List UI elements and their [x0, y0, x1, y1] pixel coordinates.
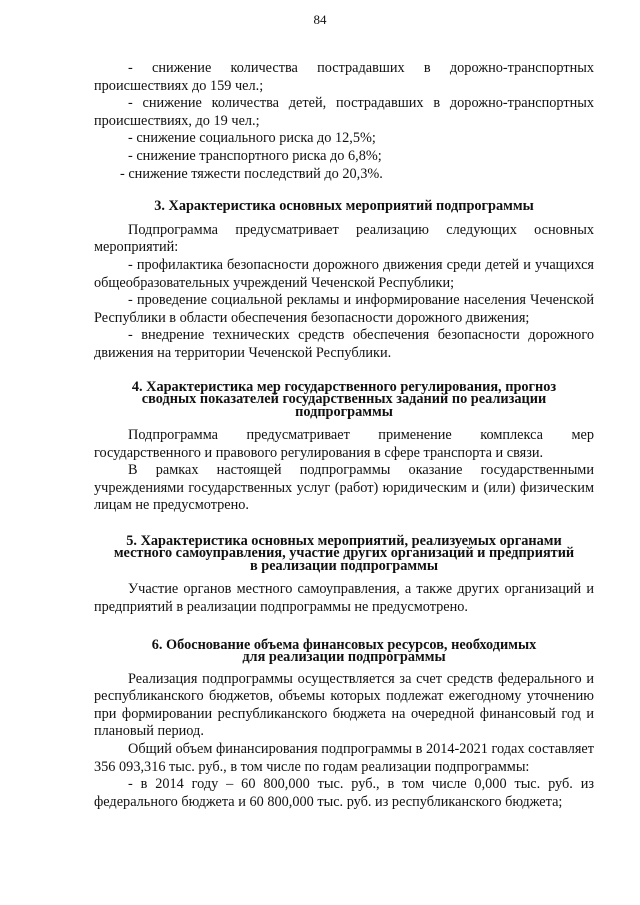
section-3-title: 3. Характеристика основных мероприятий подпрограммы	[154, 198, 534, 215]
section-3-paragraph: - профилактика безопасности дорожного движения среди детей и учащихся общеобразовательных учреждений Чеченской Республики;	[94, 256, 594, 291]
intro-item: - снижение количества пострадавших в дорожно-транспортных происшествиях до 159 чел.;	[94, 60, 594, 94]
section-4-title-line: подпрограммы	[295, 403, 393, 420]
intro-item: - снижение транспортного риска до 6,8%;	[128, 147, 382, 164]
section-6-title	[94, 636, 594, 666]
section-4-paragraph: Подпрограмма предусматривает применение комплекса мер государственного и правового регулирования в сфере транспорта и связи.	[94, 427, 594, 461]
section-5-title-line: местного самоуправления, участие других организаций и предприятий	[113, 545, 575, 562]
intro-item: - снижение количества детей, пострадавших в дорожно-транспортных происшествиях, до 19 чел.;	[94, 95, 594, 129]
section-3-paragraph: - внедрение технических средств обеспечения безопасности дорожного движения на территории Чеченской Республики.	[94, 327, 594, 361]
section-4-title-line: 4. Характеристика мер государственного регулирования, прогноз	[131, 378, 557, 395]
section-6-title-line: для реализации подпрограммы	[242, 649, 446, 666]
section-6-paragraph: Реализация подпрограммы осуществляется за счет средств федерального и республиканского бюджетов, объемы которых подлежат ежегодному уточнению при формировании республиканского бюджета на очередной финансовый год и плановый период.	[94, 670, 594, 740]
page-number: 84	[313, 12, 327, 27]
section-4-title	[94, 378, 594, 420]
document-body	[94, 60, 594, 811]
section-6-paragraph: - в 2014 году – 60 800,000 тыс. руб., в том числе 0,000 тыс. руб. из федерального бюджета и 60 800,000 тыс. руб. из республиканского бюджета;	[94, 776, 594, 810]
section-5-paragraph: Участие органов местного самоуправления, а также других организаций и предприятий в реализации подпрограммы не предусмотрено.	[94, 581, 594, 616]
section-3-paragraph: - проведение социальной рекламы и информирование населения Чеченской Республики в области обеспечения безопасности дорожного движения;	[94, 292, 594, 326]
section-4-paragraph: В рамках настоящей подпрограммы оказание государственными учреждениями государственных услуг (работ) юридическим и (или) физическим лицам не предусмотрено.	[94, 462, 594, 514]
section-6-paragraph: Общий объем финансирования подпрограммы в 2014-2021 годах составляет 356 093,316 тыс. руб., в том числе по годам реализации подпрограммы:	[94, 741, 594, 775]
intro-item: - снижение социального риска до 12,5%;	[128, 130, 376, 147]
section-5-title-line: 5. Характеристика основных мероприятий, реализуемых органами	[126, 532, 562, 549]
intro-item: - снижение тяжести последствий до 20,3%.	[120, 165, 383, 182]
section-3-paragraph: Подпрограмма предусматривает реализацию следующих основных мероприятий:	[94, 221, 594, 256]
section-6-title-line: 6. Обоснование объема финансовых ресурсов, необходимых	[151, 636, 537, 653]
section-5-title-line: в реализации подпрограммы	[249, 557, 439, 574]
section-5-title	[94, 532, 594, 574]
section-4-title-line: сводных показателей государственных заданий по реализации	[141, 391, 547, 407]
